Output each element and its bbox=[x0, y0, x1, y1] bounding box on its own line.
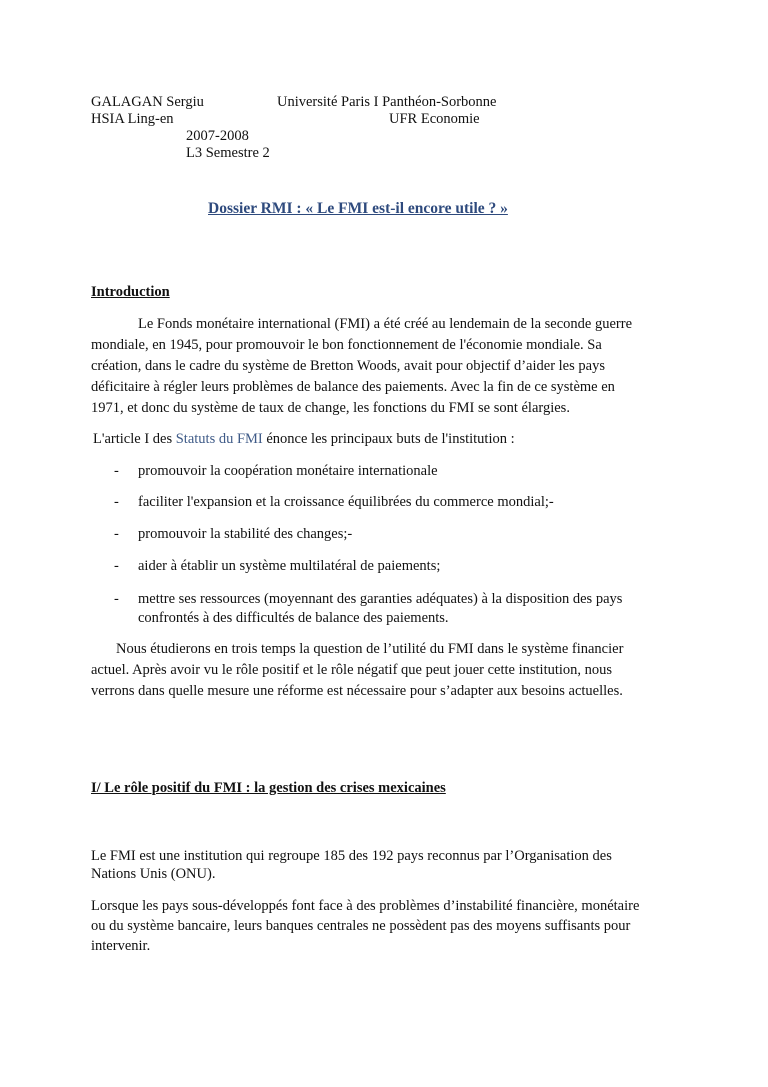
article-suffix: énonce les principaux buts de l'institution : bbox=[266, 431, 515, 447]
academic-year: 2007-2008 bbox=[186, 128, 249, 144]
text-line: Lorsque les pays sous-développés font face à des problèmes d’instabilité financière, monétaire bbox=[91, 898, 640, 914]
list-dash: - bbox=[114, 494, 119, 510]
article-statement bbox=[93, 431, 515, 448]
text-line: Le FMI est une institution qui regroupe 185 des 192 pays reconnus par l’Organisation des bbox=[91, 848, 612, 864]
list-item-text: promouvoir la stabilité des changes;- bbox=[138, 526, 353, 542]
text-line: création, dans le cadre du système de Bretton Woods, avait pour objectif d’aider les pays bbox=[91, 358, 605, 374]
text-line: Nous étudierons en trois temps la question de l’utilité du FMI dans le système financier bbox=[116, 641, 624, 657]
text-line: Le Fonds monétaire international (FMI) a été créé au lendemain de la seconde guerre bbox=[138, 316, 632, 332]
list-item-text: faciliter l'expansion et la croissance équilibrées du commerce mondial;- bbox=[138, 494, 554, 510]
text-line: mondiale, en 1945, pour promouvoir le bon fonctionnement de l'économie mondiale. Sa bbox=[91, 337, 602, 353]
university-name: Université Paris I Panthéon-Sorbonne bbox=[277, 94, 497, 110]
list-item-text: aider à établir un système multilatéral de paiements; bbox=[138, 558, 441, 574]
semester: L3 Semestre 2 bbox=[186, 145, 270, 161]
document-title: Dossier RMI : « Le FMI est-il encore utile ? » bbox=[208, 200, 508, 217]
list-dash: - bbox=[114, 463, 119, 479]
introduction-heading: Introduction bbox=[91, 284, 170, 300]
text-line: verrons dans quelle mesure une réforme est nécessaire pour s’adapter aux besoins actuelles. bbox=[91, 683, 623, 699]
list-dash: - bbox=[114, 558, 119, 574]
text-line: intervenir. bbox=[91, 938, 151, 954]
article-prefix: L'article I des bbox=[93, 431, 173, 447]
list-dash: - bbox=[114, 526, 119, 542]
text-line: déficitaire à régler leurs problèmes de balance des paiements. Avec la fin de ce système en bbox=[91, 379, 615, 395]
statuts-fmi-link[interactable]: Statuts du FMI bbox=[175, 431, 263, 447]
list-item-text-continued: confrontés à des difficultés de balance des paiements. bbox=[138, 610, 449, 626]
author-name-2: HSIA Ling-en bbox=[91, 111, 174, 127]
text-line: 1971, et donc du système de taux de change, les fonctions du FMI se sont élargies. bbox=[91, 400, 570, 416]
text-line: actuel. Après avoir vu le rôle positif et le rôle négatif que peut jouer cette institution, nous bbox=[91, 662, 613, 678]
list-item-text: mettre ses ressources (moyennant des garanties adéquates) à la disposition des pays bbox=[138, 591, 623, 607]
text-line: Nations Unis (ONU). bbox=[91, 866, 216, 882]
section-1-heading: I/ Le rôle positif du FMI : la gestion des crises mexicaines bbox=[91, 780, 446, 796]
list-dash: - bbox=[114, 591, 119, 607]
author-name-1: GALAGAN Sergiu bbox=[91, 94, 204, 110]
text-line: ou du système bancaire, leurs banques centrales ne possèdent pas des moyens suffisants pour bbox=[91, 918, 631, 934]
list-item-text: promouvoir la coopération monétaire internationale bbox=[138, 463, 438, 479]
ufr-name: UFR Economie bbox=[389, 111, 480, 127]
